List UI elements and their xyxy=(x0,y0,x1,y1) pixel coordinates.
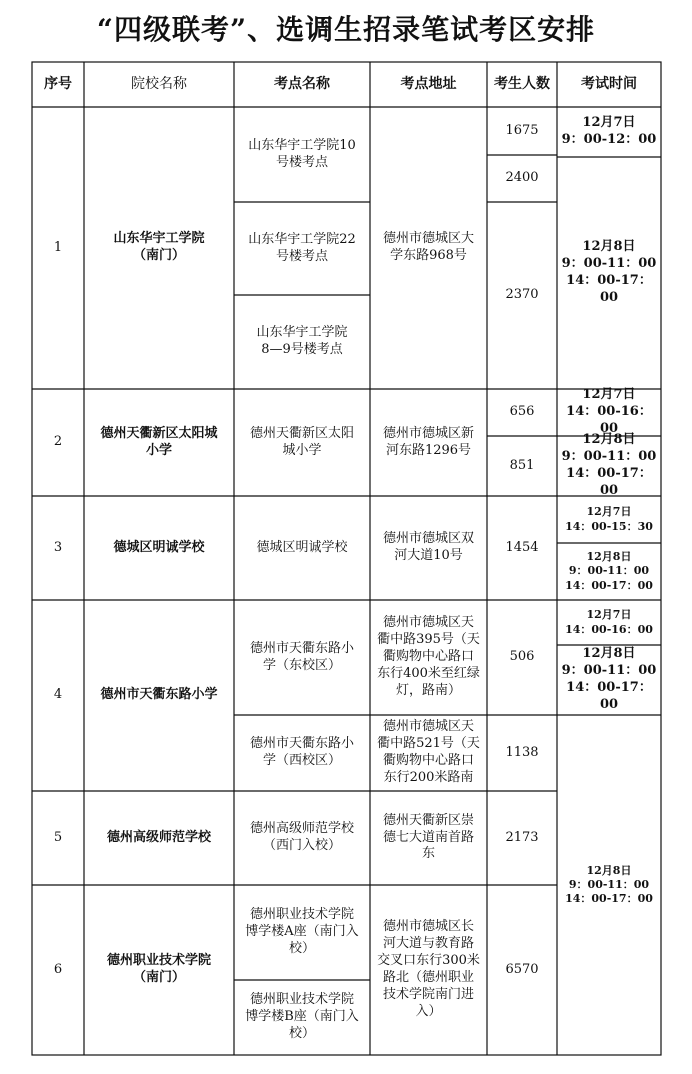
row3-seq: 3 xyxy=(53,539,63,555)
row2-time-1: 12月7日 14：00-16：00 xyxy=(566,387,652,436)
row1-address: 德州市德城区大 学东路968号 xyxy=(382,231,474,263)
row2-school: 德州天衢新区太阳城 小学 xyxy=(100,425,218,458)
row3-time-2: 12月8日 9：00-11：00 14：00-17：00 xyxy=(565,550,653,592)
row5-school: 德州高级师范学校 xyxy=(106,829,211,845)
row1-count-3: 2370 xyxy=(505,287,539,303)
row3-address: 德州市德城区双 河大道10号 xyxy=(382,531,474,563)
row4-site-2: 德州市天衢东路小 学（西校区） xyxy=(249,736,354,768)
row3-school: 德城区明诚学校 xyxy=(113,539,205,555)
shared-exam-time: 12月8日 9：00-11：00 14：00-17：00 xyxy=(565,863,653,906)
row3-count: 1454 xyxy=(505,539,539,555)
row6-school: 德州职业技术学院 （南门） xyxy=(106,953,211,985)
row3-time-1: 12月7日 14：00-15：30 xyxy=(565,505,653,533)
header-school: 院校名称 xyxy=(131,76,187,93)
row1-site-3: 山东华宇工学院 8—9号楼考点 xyxy=(256,325,348,357)
row4-address-2: 德州市德城区天 衢中路521号（天 衢购物中心路口 东行200米路南 xyxy=(377,719,480,785)
row4-count-2: 1138 xyxy=(505,744,539,760)
row4-address-1: 德州市德城区天 衢中路395号（天 衢购物中心路口 东行400米至红绿 灯，路南） xyxy=(377,615,480,698)
row4-seq: 4 xyxy=(53,687,63,703)
page-title: “四级联考”、选调生招录笔试考区安排 xyxy=(96,13,596,46)
row6-site-2: 德州职业技术学院 博学楼B座（南门入 校） xyxy=(245,992,359,1041)
row5-site: 德州高级师范学校 （西门入校） xyxy=(249,821,354,853)
row1-school: 山东华宇工学院 （南门） xyxy=(113,231,205,263)
row5-seq: 5 xyxy=(53,829,63,845)
header-address: 考点地址 xyxy=(400,76,457,93)
row4-school: 德州市天衢东路小学 xyxy=(100,687,218,703)
row4-site-1: 德州市天衢东路小 学（东校区） xyxy=(249,640,354,673)
row6-address: 德州市德城区长 河大道与教育路 交叉口东行300米 路北（德州职业 技术学院南门进 入） xyxy=(377,919,480,1019)
row2-count-2: 851 xyxy=(509,457,535,473)
row2-site: 德州天衢新区太阳 城小学 xyxy=(249,425,354,458)
row2-count-1: 656 xyxy=(509,404,535,420)
row2-address: 德州市德城区新 河东路1296号 xyxy=(382,425,474,458)
header-site: 考点名称 xyxy=(274,76,330,93)
row1-time-2: 12月8日 9：00-11：00 14：00-17：00 xyxy=(561,239,657,305)
header-seq: 序号 xyxy=(44,76,72,93)
row5-address: 德州天衢新区崇 德七大道南首路 东 xyxy=(382,812,474,862)
row6-count: 6570 xyxy=(505,961,539,977)
row4-time-1: 12月7日 14：00-16：00 xyxy=(565,608,653,636)
row6-seq: 6 xyxy=(53,961,63,977)
row1-site-1: 山东华宇工学院10 号楼考点 xyxy=(248,137,356,170)
header-count: 考生人数 xyxy=(494,76,550,93)
row4-count-1: 506 xyxy=(509,649,535,665)
row1-time-1: 12月7日 9：00-12：00 xyxy=(561,115,657,147)
header-time: 考试时间 xyxy=(581,76,637,93)
row1-site-2: 山东华宇工学院22 号楼考点 xyxy=(248,231,356,264)
row6-site-1: 德州职业技术学院 博学楼A座（南门入 校） xyxy=(245,907,359,956)
row1-count-2: 2400 xyxy=(505,170,539,186)
row2-seq: 2 xyxy=(53,434,63,450)
row5-count: 2173 xyxy=(505,829,539,845)
row4-time-2: 12月8日 9：00-11：00 14：00-17：00 xyxy=(561,646,657,712)
row2-time-2: 12月8日 9：00-11：00 14：00-17：00 xyxy=(561,432,657,498)
row1-count-1: 1675 xyxy=(505,122,539,138)
row1-seq: 1 xyxy=(53,239,63,255)
row3-site: 德城区明诚学校 xyxy=(256,539,348,555)
